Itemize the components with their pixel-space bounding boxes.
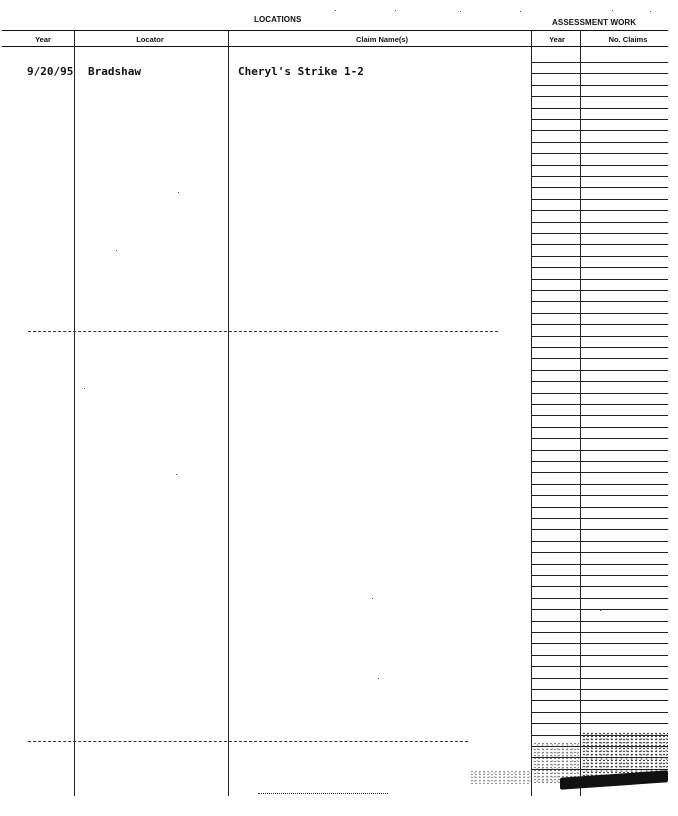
bottom-dotted-line: [258, 793, 388, 794]
locations-section-header: LOCATIONS: [254, 15, 302, 24]
assessment-grid-row-line: [531, 119, 668, 120]
header-bottom-rule: [2, 46, 668, 47]
assessment-grid-row-line: [531, 267, 668, 268]
assessment-grid-row-line: [531, 108, 668, 109]
speck: [378, 678, 379, 679]
assessment-grid-row-line: [531, 358, 668, 359]
assessment-grid-row-line: [531, 256, 668, 257]
assessment-grid-row-line: [531, 507, 668, 508]
col-header-assessment-year: Year: [549, 35, 565, 44]
assessment-grid-row-line: [531, 130, 668, 131]
assessment-grid-row-line: [531, 73, 668, 74]
assessment-grid-row-line: [531, 210, 668, 211]
speck: [84, 388, 85, 389]
speck: [178, 192, 179, 193]
assessment-grid-row-line: [531, 723, 668, 724]
speck: [372, 598, 373, 599]
assessment-grid-row-line: [531, 472, 668, 473]
entry-claim-name: Cheryl's Strike 1-2: [238, 65, 364, 78]
assessment-grid-row-line: [531, 575, 668, 576]
assessment-grid-row-line: [531, 712, 668, 713]
speck: [612, 10, 613, 11]
assessment-grid-row-line: [531, 678, 668, 679]
header-top-rule: [2, 30, 668, 31]
assessment-grid-row-line: [531, 313, 668, 314]
entry-locator: Bradshaw: [88, 65, 141, 78]
assessment-grid-row-line: [531, 598, 668, 599]
assessment-grid-row-line: [531, 415, 668, 416]
assessment-grid-row-line: [531, 153, 668, 154]
assessment-grid-row-line: [531, 393, 668, 394]
scan-noise-bottom: [470, 770, 532, 784]
speck: [600, 610, 601, 611]
speck: [520, 11, 521, 12]
assessment-grid-row-line: [531, 233, 668, 234]
assessment-grid-row-line: [531, 495, 668, 496]
divider-claims-assessment: [531, 30, 532, 796]
assessment-grid-row-line: [531, 518, 668, 519]
assessment-grid-row-line: [531, 700, 668, 701]
assessment-grid-row-line: [531, 564, 668, 565]
assessment-grid-row-line: [531, 541, 668, 542]
assessment-grid-row-line: [531, 552, 668, 553]
assessment-grid-row-line: [531, 96, 668, 97]
assessment-grid-row-line: [531, 187, 668, 188]
assessment-grid-row-line: [531, 279, 668, 280]
assessment-grid-row-line: [531, 450, 668, 451]
lower-page-dashed-line: [28, 741, 468, 742]
assessment-grid-row-line: [531, 438, 668, 439]
col-header-locator: Locator: [136, 35, 164, 44]
assessment-work-section-header: ASSESSMENT WORK: [552, 18, 637, 27]
speck: [395, 10, 396, 11]
speck: [460, 11, 461, 12]
assessment-grid-row-line: [531, 643, 668, 644]
assessment-grid-row-line: [531, 381, 668, 382]
divider-assessment-year-noclaims: [580, 30, 581, 796]
assessment-grid-row-line: [531, 222, 668, 223]
assessment-grid-row-line: [531, 427, 668, 428]
col-header-year: Year: [35, 35, 51, 44]
assessment-grid-row-line: [531, 290, 668, 291]
assessment-grid-row-line: [531, 176, 668, 177]
assessment-grid-row-line: [531, 85, 668, 86]
assessment-grid-row-line: [531, 621, 668, 622]
speck: [176, 474, 177, 475]
entry-year: 9/20/95: [27, 65, 74, 78]
assessment-grid-row-line: [531, 404, 668, 405]
assessment-grid-row-line: [531, 336, 668, 337]
speck: [116, 250, 117, 251]
assessment-grid-row-line: [531, 199, 668, 200]
assessment-grid-row-line: [531, 655, 668, 656]
assessment-grid-row-line: [531, 142, 668, 143]
assessment-grid-row-line: [531, 62, 668, 63]
col-header-no-claims: No. Claims: [608, 35, 648, 44]
assessment-grid-row-line: [531, 586, 668, 587]
assessment-grid-row-line: [531, 244, 668, 245]
assessment-grid-row-line: [531, 666, 668, 667]
assessment-grid-row-line: [531, 347, 668, 348]
assessment-grid-row-line: [531, 529, 668, 530]
divider-year-locator: [74, 30, 75, 796]
speck: [650, 11, 651, 12]
assessment-grid-row-line: [531, 484, 668, 485]
speck: [335, 10, 336, 11]
assessment-grid-row-line: [531, 324, 668, 325]
assessment-grid-row-line: [531, 689, 668, 690]
assessment-grid-row-line: [531, 165, 668, 166]
assessment-grid-row-line: [531, 461, 668, 462]
col-header-claim-names: Claim Name(s): [355, 35, 409, 44]
mid-page-dashed-line: [28, 331, 498, 332]
divider-locator-claims: [228, 30, 229, 796]
assessment-grid-row-line: [531, 370, 668, 371]
assessment-grid-row-line: [531, 632, 668, 633]
assessment-grid-row-line: [531, 301, 668, 302]
